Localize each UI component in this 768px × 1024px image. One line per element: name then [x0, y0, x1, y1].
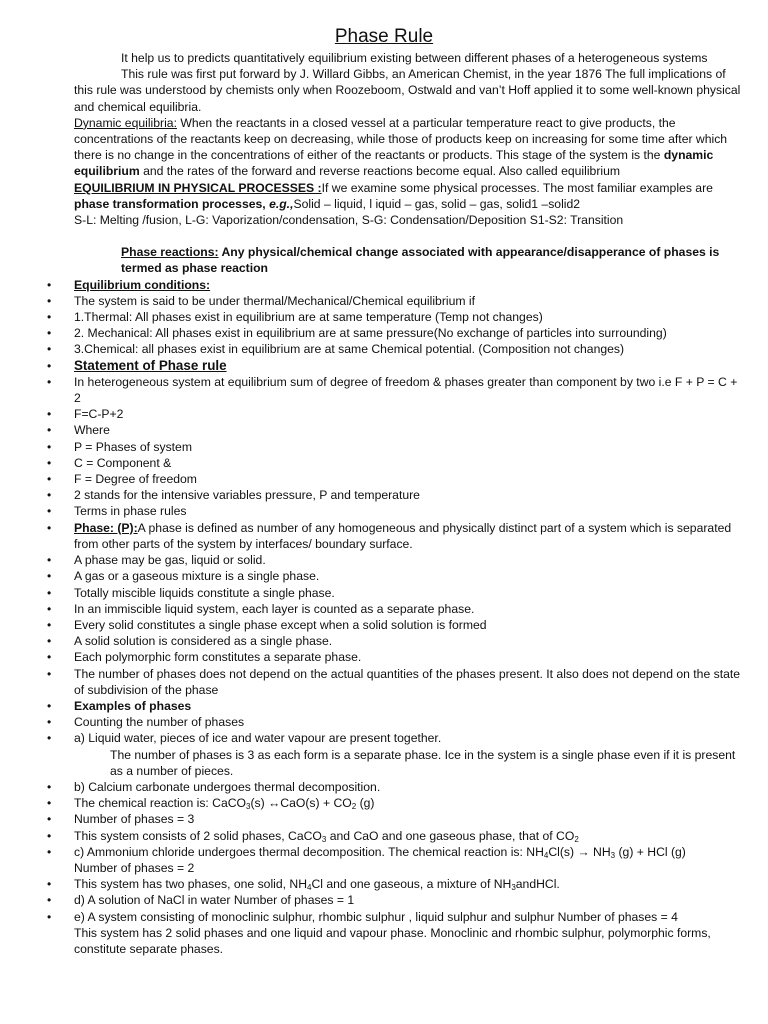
equilibrium-physical-eg: e.g., [269, 196, 294, 211]
example-text: andHCl. [515, 877, 560, 892]
dynamic-equilibria-bold: dynamic equilibrium [74, 148, 714, 179]
example-text: Cl and one gaseous, a mixture of NH [311, 877, 512, 892]
intro-paragraph-2: This rule was first put forward by J. Willard Gibbs, an American Chemist, in the year 1876 The full implications of this rule was understood by chemists only when Roozeboom, Ostwald and van’t Hoff applied it to some well-known physical and chemical equilibria. [74, 67, 741, 114]
list-item [74, 844, 742, 876]
example-text: and CaO and one gaseous phase, that of CO [326, 828, 575, 843]
list-item [74, 277, 742, 293]
equilibrium-physical-text-1: If we examine some physical processes. The most familiar examples are [321, 180, 713, 195]
list-item: • The number of phases does not depend on the actual quantities of the phases present. It also does not depend on the state of subdivision of the phase [74, 666, 742, 698]
subscript: 3 [610, 850, 616, 860]
dynamic-equilibria-text-1: When the reactants in a closed vessel at a particular temperature react to give products, the concentrations of the reactants keep on decreasing, while those of products keep on increasing for some time after which there is no change in the concentrations of either of the reactants or products. This stage of the system is the [74, 115, 728, 163]
dynamic-equilibria-text-2: and the rates of the forward and reverse reactions become equal. Also called equilibrium [139, 164, 621, 179]
list-item: • P = Phases of system [74, 439, 742, 455]
reaction-text: (s) ↔CaO(s) + CO [250, 796, 352, 811]
examples-heading: Examples of phases [74, 698, 192, 713]
list-item: • d) A solution of NaCl in water Number of phases = 1 [74, 892, 742, 908]
phase-label: Phase: (P): [74, 520, 138, 535]
subscript: 2 [574, 834, 579, 844]
list-item: • 3.Chemical: all phases exist in equilibrium are at same Chemical potential. (Composition not changes) [74, 341, 742, 357]
bullet-list [74, 277, 742, 958]
subscript: 3 [246, 802, 251, 812]
list-item [74, 876, 742, 892]
list-item: • Totally miscible liquids constitute a single phase. [74, 585, 742, 601]
list-item [74, 358, 742, 374]
list-item: • C = Component & [74, 455, 742, 471]
list-item: • Terms in phase rules [74, 503, 742, 519]
equilibrium-physical-bold: phase transformation processes, [74, 196, 270, 211]
subscript: 4 [543, 850, 549, 860]
list-item: • 2 stands for the intensive variables pressure, P and temperature [74, 487, 742, 503]
list-item [74, 520, 742, 552]
list-item: • Each polymorphic form constitutes a separate phase. [74, 649, 742, 665]
list-item [74, 730, 742, 779]
list-item: • Where [74, 422, 742, 438]
subscript: 4 [307, 883, 312, 893]
list-item: • F = Degree of freedom [74, 471, 742, 487]
list-item [74, 795, 742, 811]
reaction-text: Cl(s) → NH [548, 844, 611, 859]
equilibrium-conditions-heading: Equilibrium conditions: [74, 277, 211, 292]
reaction-text: (g) [356, 796, 375, 811]
equilibrium-physical-label: EQUILIBRIUM IN PHYSICAL PROCESSES : [74, 180, 322, 195]
list-item: • In an immiscible liquid system, each layer is counted as a separate phase. [74, 601, 742, 617]
equilibrium-physical-paragraph [74, 180, 742, 212]
example-a: a) Liquid water, pieces of ice and water vapour are present together. [74, 731, 442, 746]
page-title: Phase Rule [334, 26, 434, 47]
reaction-text: (g) + HCl (g) [615, 844, 686, 859]
phase-count: Number of phases = 2 [74, 860, 195, 875]
subscript: 3 [511, 883, 516, 893]
list-item [74, 828, 742, 844]
subscript: 2 [351, 802, 357, 812]
list-item: • A gas or a gaseous mixture is a single phase. [74, 568, 742, 584]
list-item: • F=C-P+2 [74, 406, 742, 422]
list-item: • 2. Mechanical: All phases exist in equilibrium are at same pressure(No exchange of particles into surrounding) [74, 325, 742, 341]
intro-paragraph-1: It help us to predicts quantitatively equilibrium existing between different phases of a heterogeneous systems [121, 51, 708, 65]
list-item [74, 909, 742, 958]
example-e: e) A system consisting of monoclinic sulphur, rhombic sulphur , liquid sulphur and sulphur Number of phases = 4 [74, 909, 678, 924]
dynamic-equilibria-paragraph [74, 115, 742, 180]
reaction-text: c) Ammonium chloride undergoes thermal decomposition. The chemical reaction is: NH [74, 844, 544, 859]
reaction-text: The chemical reaction is: CaCO [74, 796, 247, 811]
dynamic-equilibria-label: Dynamic equilibria: [74, 115, 177, 130]
list-item: • 1.Thermal: All phases exist in equilibrium are at same temperature (Temp not changes) [74, 309, 742, 325]
example-text: This system has two phases, one solid, NH [74, 877, 308, 892]
list-item: • Every solid constitutes a single phase except when a solid solution is formed [74, 617, 742, 633]
example-text: This system consists of 2 solid phases, CaCO [74, 828, 322, 843]
phase-reactions-label: Phase reactions: [121, 245, 219, 260]
list-item: • Counting the number of phases [74, 714, 742, 730]
phase-definition: A phase is defined as number of any homogeneous and physically distinct part of a system which is separated from other parts of the system by interfaces/ boundary surface. [74, 520, 732, 551]
list-item [74, 698, 742, 714]
subscript: 3 [321, 834, 327, 844]
list-item: • Number of phases = 3 [74, 811, 742, 827]
list-item: • The system is said to be under thermal/Mechanical/Chemical equilibrium if [74, 293, 742, 309]
list-item: • In heterogeneous system at equilibrium sum of degree of freedom & phases greater than component by two i.e F + P = C + 2 [74, 374, 742, 406]
equilibrium-physical-text-2: Solid – liquid, l iquid – gas, solid – gas, solid1 –solid2 [293, 196, 581, 211]
document-body [74, 50, 742, 957]
list-item: • b) Calcium carbonate undergoes thermal decomposition. [74, 779, 742, 795]
example-e-explanation: This system has 2 solid phases and one liquid and vapour phase. Monoclinic and rhombic sulphur, polymorphic forms, constitute separate phases. [74, 925, 711, 956]
statement-heading: Statement of Phase rule [74, 357, 227, 373]
phase-reactions-text: Any physical/chemical change associated with appearance/disapperance of phases is termed as phase reaction [121, 245, 720, 276]
list-item: • A solid solution is considered as a single phase. [74, 633, 742, 649]
phase-reactions-paragraph [74, 244, 742, 276]
list-item: • A phase may be gas, liquid or solid. [74, 552, 742, 568]
example-a-explanation: The number of phases is 3 as each form is a separate phase. Ice in the system is a single phase even if it is present as a number of pieces. [110, 747, 736, 778]
transition-types-line: S-L: Melting /fusion, L-G: Vaporization/condensation, S-G: Condensation/Deposition S1-S2: Transition [74, 213, 624, 228]
